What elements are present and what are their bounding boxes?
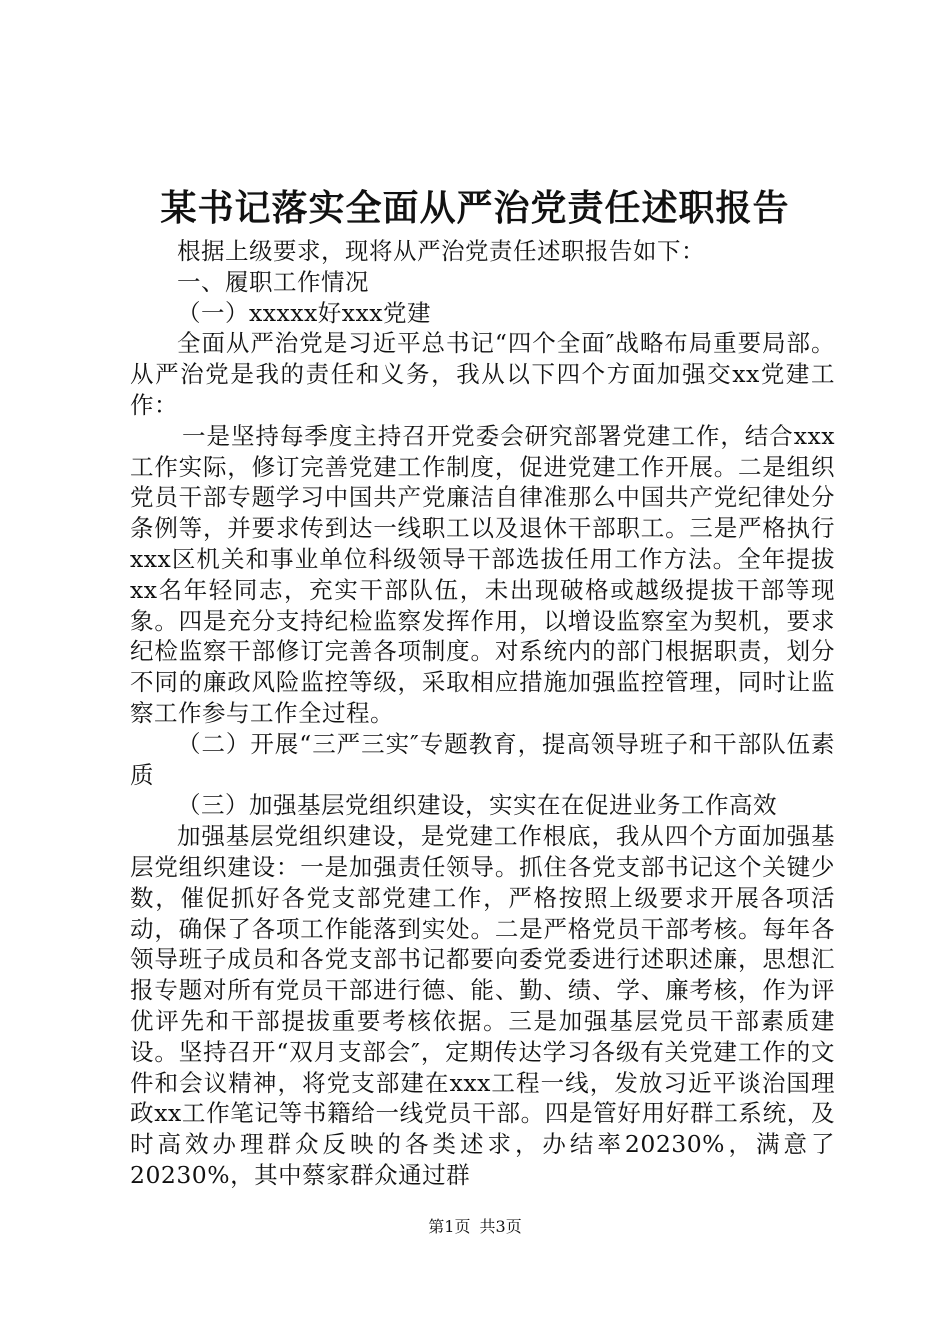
subsection-heading-1: （一）xxxxx好xxx党建 xyxy=(177,298,432,327)
subsection-heading-2: （二）开展“三严三实″专题教育，提高领导班子和干部队伍素质 xyxy=(130,729,835,789)
paragraph-intro: 根据上级要求，现将从严治党责任述职报告如下： xyxy=(177,237,705,265)
document-body xyxy=(130,236,835,1191)
section-heading-1: 一、履职工作情况 xyxy=(177,267,369,296)
subsection-heading-3: （三）加强基层党组织建设，实实在在促进业务工作高效 xyxy=(177,791,777,820)
paragraph-measures: 一是坚持每季度主持召开党委会研究部署党建工作，结合xxx工作实际，修订完善党建工作制度，促进党建工作开展。二是组织党员干部专题学习中国共产党廉洁自律准那么中国共产党纪律处分条例等，并要求传到达一线职工以及退休干部职工。三是严格执行xxx区机关和事业单位科级领导干部选拔任用工作方法。全年提拔xx名年轻同志，充实干部队伍，未出现破格或越级提拔干部等现象。四是充分支持纪检监察发挥作用，以增设监察室为契机，要求纪检监察干部修订完善各项制度。对系统内的部门根据职责，划分不同的廉政风险监控等级，采取相应措施加强监控管理，同时让监察工作参与工作全过程。 xyxy=(130,421,835,727)
page-number: 第1页 xyxy=(428,1217,471,1236)
paragraph-grassroots: 加强基层党组织建设，是党建工作根底，我从四个方面加强基层党组织建设：一是加强责任领导。抓住各党支部书记这个关键少数，催促抓好各党支部党建工作，严格按照上级要求开展各项活动，确保了各项工作能落到实处。二是严格党员干部考核。每年各领导班子成员和各党支部书记都要向委党委进行述职述廉，思想汇报专题对所有党员干部进行德、能、勤、绩、学、廉考核，作为评优评先和干部提拔重要考核依据。三是加强基层党员干部素质建设。坚持召开“双月支部会″，定期传达学习各级有关党建工作的文件和会议精神，将党支部建在xxx工程一线，发放习近平谈治国理政xx工作笔记等书籍给一线党员干部。四是管好用好群工系统，及时高效办理群众反映的各类述求，办结率20230%，满意了20230%，其中蔡家群众通过群 xyxy=(130,822,835,1189)
page-total: 共3页 xyxy=(479,1217,522,1236)
document-title: 某书记落实全面从严治党责任述职报告 xyxy=(160,187,790,229)
paragraph-overview: 全面从严治党是习近平总书记“四个全面″战略布局重要局部。从严治党是我的责任和义务，我从以下四个方面加强交xx党建工作： xyxy=(130,329,835,419)
page-footer xyxy=(0,1216,950,1238)
